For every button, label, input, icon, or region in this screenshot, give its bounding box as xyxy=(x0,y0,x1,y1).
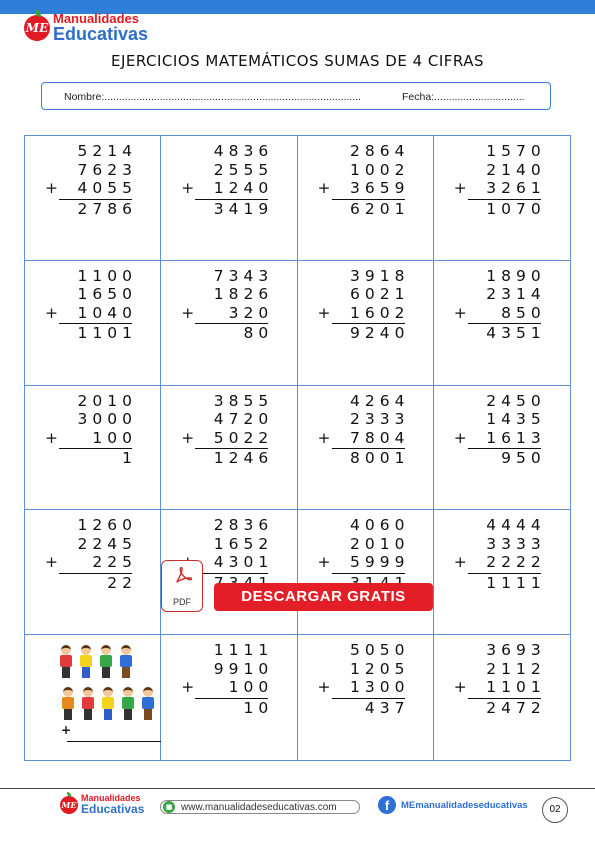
addend-1: 1100 xyxy=(77,266,137,285)
plus-sign: + xyxy=(181,428,195,447)
plus-sign: + xyxy=(317,553,331,572)
addend-2: 9910 xyxy=(213,659,274,678)
exercise-cell xyxy=(434,136,570,261)
footer-divider xyxy=(0,788,595,789)
addend-1: 2836 xyxy=(213,516,274,535)
addend-1: 3693 xyxy=(486,641,546,660)
plus-sign xyxy=(181,267,195,286)
exercise-cell xyxy=(298,136,434,261)
children-counting-picture xyxy=(45,645,145,745)
addend-3: 3261 xyxy=(486,179,546,197)
lock-icon: ■ xyxy=(163,801,175,813)
plus-sign xyxy=(45,285,59,304)
plus-sign xyxy=(454,641,468,660)
footer-brand-line-1: Manualidades xyxy=(81,793,141,803)
child-figure-icon xyxy=(99,645,113,679)
plus-sign xyxy=(318,535,332,554)
addend-2: 2245 xyxy=(77,534,137,553)
addend-2: 2314 xyxy=(486,285,546,304)
plus-sign: + xyxy=(453,303,467,322)
plus-sign xyxy=(318,161,332,180)
child-figure-icon xyxy=(101,687,115,721)
facebook-handle: MEmanualidadeseducativas xyxy=(401,799,528,811)
plus-sign: + xyxy=(317,179,331,197)
plus-sign xyxy=(318,392,332,411)
addition-problem xyxy=(181,267,273,343)
addend-3: 4301 xyxy=(213,553,274,572)
addend-2: 6021 xyxy=(350,285,410,304)
addition-problem xyxy=(318,641,410,717)
answer[interactable]: 1246 xyxy=(213,449,274,468)
plus-sign xyxy=(318,142,332,161)
answer[interactable]: 3419 xyxy=(213,199,274,218)
addition-problem xyxy=(318,516,410,592)
child-figure-icon xyxy=(81,687,95,721)
exercise-cell xyxy=(161,136,297,261)
plus-sign xyxy=(181,641,195,660)
plus-sign xyxy=(318,660,332,679)
exercise-cell xyxy=(298,510,434,635)
child-figure-icon xyxy=(141,687,155,721)
plus-sign: + xyxy=(453,553,467,572)
addend-2: 3333 xyxy=(486,534,546,553)
addend-3: 225 xyxy=(92,553,137,572)
brand-name xyxy=(53,12,148,43)
answer[interactable]: 2786 xyxy=(77,199,137,218)
child-figure-icon xyxy=(61,687,75,721)
addend-1: 1570 xyxy=(486,142,546,160)
brand-line-1: Manualidades xyxy=(53,11,139,26)
child-figure-icon xyxy=(79,645,93,679)
plus-sign xyxy=(454,161,468,180)
exercise-cell xyxy=(25,510,161,635)
addend-1: 5050 xyxy=(350,641,410,660)
facebook-link[interactable] xyxy=(378,796,528,814)
addend-2: 3000 xyxy=(77,410,137,429)
exercise-cell xyxy=(298,261,434,386)
addition-problem xyxy=(318,142,410,218)
footer-brand-line-2: Educativas xyxy=(81,802,145,816)
answer[interactable]: 4351 xyxy=(486,324,546,343)
addend-1: 1890 xyxy=(486,266,546,285)
plus-sign xyxy=(181,660,195,679)
exercise-cell xyxy=(161,635,297,760)
answer[interactable]: 1101 xyxy=(77,324,137,343)
plus-sign xyxy=(181,142,195,161)
plus-sign xyxy=(181,535,195,554)
plus-sign xyxy=(318,641,332,660)
apple-logo-icon: ME xyxy=(60,796,78,814)
website-url: www.manualidadeseducativas.com xyxy=(181,801,337,813)
addend-2: 2555 xyxy=(213,160,274,179)
plus-sign xyxy=(318,410,332,429)
addend-1: 2450 xyxy=(486,391,546,410)
plus-sign: + xyxy=(181,303,195,322)
addition-problem xyxy=(181,641,273,717)
exercise-cell xyxy=(434,510,570,635)
name-field[interactable]: Nombre:........................................................................................ xyxy=(64,91,361,103)
addend-2: 1205 xyxy=(350,659,410,678)
addition-problem xyxy=(181,392,273,468)
plus-sign: + xyxy=(317,428,331,447)
plus-sign xyxy=(318,516,332,535)
addition-problem xyxy=(454,267,546,343)
addend-3: 1300 xyxy=(350,678,410,697)
addend-1: 4444 xyxy=(486,516,546,535)
addend-1: 3855 xyxy=(213,391,274,410)
plus-sign xyxy=(454,392,468,411)
addend-1: 5214 xyxy=(77,142,137,160)
plus-sign xyxy=(181,285,195,304)
addend-3: 5999 xyxy=(350,553,410,572)
answer[interactable]: 950 xyxy=(501,449,546,468)
footer-logo[interactable] xyxy=(60,794,144,815)
plus-sign: + xyxy=(453,678,467,697)
addend-3: 3659 xyxy=(350,179,410,197)
addition-problem xyxy=(45,142,137,218)
name-date-box xyxy=(41,82,551,110)
addition-problem xyxy=(45,392,137,468)
answer[interactable]: 8001 xyxy=(350,449,410,468)
addend-3: 4055 xyxy=(77,179,137,197)
child-figure-icon xyxy=(59,645,73,679)
answer[interactable]: 2472 xyxy=(486,698,546,717)
addend-2: 1650 xyxy=(77,285,137,304)
addend-1: 2864 xyxy=(350,142,410,160)
addend-1: 1111 xyxy=(213,641,274,660)
addend-2: 2333 xyxy=(350,410,410,429)
plus-sign xyxy=(45,535,59,554)
plus-sign: + xyxy=(45,179,58,197)
plus-sign xyxy=(454,142,468,161)
answer[interactable]: 1070 xyxy=(486,199,546,218)
plus-sign: + xyxy=(453,428,467,447)
plus-sign xyxy=(454,410,468,429)
addition-problem xyxy=(181,142,273,218)
addend-1: 4836 xyxy=(213,142,274,160)
plus-sign xyxy=(181,516,195,535)
brand-logo[interactable] xyxy=(24,12,148,43)
plus-sign xyxy=(45,267,59,286)
plus-sign xyxy=(318,285,332,304)
answer[interactable]: 6201 xyxy=(350,199,410,218)
exercise-cell xyxy=(25,635,161,760)
page-title: EJERCICIOS MATEMÁTICOS SUMAS DE 4 CIFRAS xyxy=(110,52,485,70)
apple-logo-icon: ME xyxy=(24,15,50,41)
addend-3: 1240 xyxy=(213,179,274,197)
page-number: 02 xyxy=(542,797,568,823)
footer-brand-name xyxy=(81,794,144,815)
plus-sign xyxy=(318,267,332,286)
exercise-cell xyxy=(434,386,570,511)
addend-1: 3918 xyxy=(350,266,410,285)
plus-sign xyxy=(45,142,59,161)
plus-sign xyxy=(181,410,195,429)
addend-2: 1826 xyxy=(213,285,274,304)
plus-sign: + xyxy=(61,723,72,738)
addend-1: 2010 xyxy=(77,391,137,410)
plus-sign xyxy=(454,285,468,304)
addend-3: 320 xyxy=(228,303,274,322)
addend-1: 4264 xyxy=(350,391,410,410)
exercise-cell xyxy=(434,635,570,760)
exercise-cell xyxy=(25,386,161,511)
plus-sign: + xyxy=(181,179,195,197)
addend-2: 1652 xyxy=(213,534,274,553)
sum-line xyxy=(67,741,161,742)
answer[interactable]: 10 xyxy=(243,698,274,717)
plus-sign xyxy=(45,392,59,411)
addend-3: 100 xyxy=(92,428,137,447)
plus-sign xyxy=(454,660,468,679)
addend-2: 4720 xyxy=(213,410,274,429)
addend-3: 1040 xyxy=(77,303,137,322)
date-field[interactable]: Fecha:............................... xyxy=(402,91,525,103)
child-figure-icon xyxy=(119,645,133,679)
plus-sign xyxy=(181,392,195,411)
addend-2: 7623 xyxy=(77,160,137,179)
answer[interactable]: 22 xyxy=(107,573,137,592)
plus-sign xyxy=(45,161,59,180)
answer[interactable]: 437 xyxy=(364,698,410,717)
addend-1: 1260 xyxy=(77,516,137,535)
plus-sign: + xyxy=(453,179,467,197)
addend-2: 1435 xyxy=(486,410,546,429)
exercise-cell xyxy=(298,386,434,511)
plus-sign xyxy=(454,267,468,286)
plus-sign: + xyxy=(317,303,331,322)
addend-2: 2112 xyxy=(486,659,546,678)
exercise-cell xyxy=(25,136,161,261)
plus-sign: + xyxy=(181,678,195,697)
addend-2: 1002 xyxy=(350,160,410,179)
plus-sign xyxy=(181,161,195,180)
addend-2: 2140 xyxy=(486,160,546,179)
website-link[interactable] xyxy=(160,800,360,814)
addition-problem xyxy=(454,392,546,468)
addend-3: 850 xyxy=(501,303,546,322)
addition-problem xyxy=(454,641,546,717)
plus-sign xyxy=(45,410,59,429)
addition-problem xyxy=(45,516,137,592)
addend-3: 7804 xyxy=(350,428,410,447)
plus-sign xyxy=(454,516,468,535)
addend-3: 1613 xyxy=(486,428,546,447)
exercise-cell xyxy=(161,261,297,386)
facebook-icon: f xyxy=(378,796,396,814)
addend-3: 1602 xyxy=(350,303,410,322)
addend-3: 100 xyxy=(228,678,274,697)
brand-line-2: Educativas xyxy=(53,24,149,44)
addend-3: 1101 xyxy=(486,678,546,697)
exercise-cell xyxy=(298,635,434,760)
exercise-cell xyxy=(434,261,570,386)
pdf-label: PDF xyxy=(173,597,191,607)
plus-sign: + xyxy=(45,303,58,322)
addend-3: 2222 xyxy=(486,553,546,572)
exercise-cell xyxy=(161,386,297,511)
pdf-icon[interactable] xyxy=(161,560,203,612)
answer[interactable]: 80 xyxy=(243,324,274,343)
addend-2: 2010 xyxy=(350,534,410,553)
exercise-grid xyxy=(24,135,571,761)
plus-sign: + xyxy=(317,678,331,697)
addend-1: 4060 xyxy=(350,516,410,535)
answer[interactable]: 1 xyxy=(122,449,137,468)
plus-sign: + xyxy=(45,553,58,572)
download-free-button[interactable]: DESCARGAR GRATIS xyxy=(214,583,433,611)
addend-3: 5022 xyxy=(213,428,274,447)
addend-1: 7343 xyxy=(213,266,274,285)
acrobat-icon xyxy=(174,567,192,585)
plus-sign: + xyxy=(45,428,58,447)
answer[interactable]: 1111 xyxy=(486,573,546,592)
answer[interactable]: 9240 xyxy=(350,324,410,343)
addition-problem xyxy=(318,392,410,468)
addition-problem xyxy=(454,142,546,218)
addition-problem xyxy=(454,516,546,592)
addition-problem xyxy=(45,267,137,343)
plus-sign xyxy=(454,535,468,554)
addition-problem xyxy=(318,267,410,343)
exercise-cell xyxy=(25,261,161,386)
child-figure-icon xyxy=(121,687,135,721)
plus-sign xyxy=(45,516,59,535)
